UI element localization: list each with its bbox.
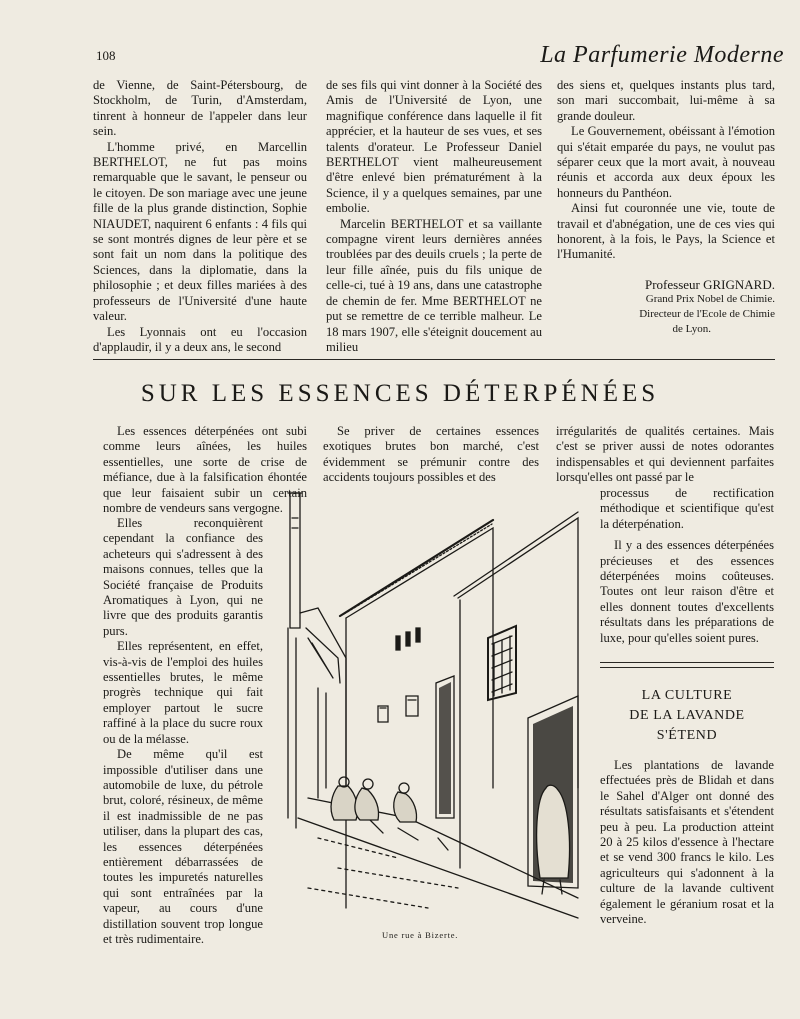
street-illustration [278, 488, 590, 926]
paragraph: processus de rectification méthodique et scientifique qu'est la déterpénation. [600, 486, 774, 531]
article-column-1-top [103, 424, 307, 516]
paragraph: Marcelin BERTHELOT et sa vaillante compagne virent leurs dernières années troublées par des deuils cruels ; la perte de leur fille aînée, puis du fils unique de celle-ci, tué à 19 ans, dans une catastrophe de chemin de fer. Mme BERTHELOT ne put se remettre de ce terrible malheur. Le 18 mars 1907, elle s'éteignit doucement au milieu [326, 216, 542, 354]
paragraph: De même qu'il est impossible d'utiliser dans une automobile de luxe, du pétrole brut, coloré, résineux, de même il est inadmissible de ne pas utiliser, dans la plupart des cas, les essences déterpénées entièrement débarrassées de toutes les impuretés naturelles qui sont entraînées par la vapeur, au cours d'une distillation souvent trop longue et très rudimentaire. [103, 747, 263, 946]
lavender-heading-line-2: DE LA LAVANDE [629, 708, 745, 723]
paragraph: Les plantations de lavande effectuées près de Blidah et dans le Sahel d'Alger ont donné des résultats satisfaisants et s'étendent peu à peu. La production atteint 20 à 25 kilos d'essence à l'hectare et se vend 300 francs le kilo. Les agriculteurs qui s'adonnent à la culture de la lavande cultivent également le géranium rosat et la verveine. [600, 758, 774, 927]
paragraph: Il y a des essences déterpénées précieuses et des essences déterpénées moins coûteuses. Toutes ont leur raison d'être et elles donnent toutes d'excellents résultats dans les préparations de luxe, pour qu'elles soient pures. [600, 538, 774, 645]
paragraph: Ainsi fut couronnée une vie, toute de travail et d'abnégation, une de ces vies qui honorent, à la fois, le Pays, la Science et l'Humanité. [557, 201, 775, 262]
box-divider [600, 662, 774, 668]
page-number: 108 [96, 48, 116, 63]
paragraph: Elles représentent, en effet, vis-à-vis de l'emploi des huiles essentielles brutes, le même progrès technique qui fait employer partout le sucre raffiné à la place du sucre roux ou de la mélasse. [103, 639, 263, 746]
article-column-1-narrow [103, 516, 263, 947]
signature-block [557, 277, 775, 337]
article-column-3-top [556, 424, 774, 486]
lavender-heading-line-1: LA CULTURE [641, 688, 733, 703]
top-column-1 [93, 78, 307, 355]
lavender-heading [600, 686, 774, 746]
paragraph: L'homme privé, en Marcellin BERTHELOT, ne fut pas moins remarquable que le savant, le penseur ou le citoyen. De son mariage avec une jeune fille de la plus grande distinction, Sophie NIAUDET, naquirent 6 enfants : 4 fils qui se sont montrés dignes de leur père et se sont fait un nom dans la politique des Sciences, dans la diplomatie, dans la philosophie ; et deux filles mariées à des professeurs de l'Université d'une haute valeur. [93, 139, 307, 324]
article-title: SUR LES ESSENCES DÉTERPÉNÉES [140, 380, 660, 407]
lavender-text [600, 758, 774, 927]
paragraph: Le Gouvernement, obéissant à l'émotion qui s'était emparée du pays, ne voulut pas séparer ceux que la mort avait, à nouveau réunis et accorda aux deux époux les honneurs du Panthéon. [557, 124, 775, 200]
paragraph: des siens et, quelques instants plus tard, son mari succombait, lui-même à sa grande douleur. [557, 78, 775, 123]
paragraph: Les essences déterpénées ont subi comme leurs aînées, les huiles essentielles, une sorte de crise de méfiance, due à la falsification éhontée que leur faisaient subir un certain nombre de vendeurs sans vergogne. [103, 424, 307, 516]
section-divider [93, 359, 775, 360]
running-title: La Parfumerie Moderne [540, 42, 784, 68]
signature-title-1: Grand Prix Nobel de Chimie. [645, 292, 775, 305]
paragraph: de Vienne, de Saint-Pétersbourg, de Stockholm, de Turin, d'Amsterdam, tinrent à honneur de l'appeler dans leur sein. [93, 78, 307, 139]
signature-title-3: de Lyon. [672, 322, 711, 335]
illustration-caption: Une rue à Bizerte. [382, 930, 459, 940]
paragraph: de ses fils qui vint donner à la Société des Amis de l'Université de Lyon, une magnifique conférence dans laquelle il fit apprécier, et la hauteur de ses vues, et ses talents d'orateur. Le Professeur Daniel BERTHELOT vient malheureusement d'être enlevé bien prématurément à la Science, il y a quelques semaines, par une embolie. [326, 78, 542, 216]
signature-title-2: Directeur de l'Ecole de Chimie [639, 307, 775, 320]
signature-name: Professeur GRIGNARD. [645, 276, 775, 292]
top-column-2 [326, 78, 542, 355]
top-column-3 [557, 78, 775, 337]
paragraph: Elles reconquièrent cependant la confiance des acheteurs qui s'adressent à des maisons connues, telles que la Société française de Produits Aromatiques à Lyon, qui ne livre que des produits garantis purs. [103, 516, 263, 638]
article-column-2 [323, 424, 539, 486]
paragraph: Se priver de certaines essences exotiques brutes bon marché, c'est évidemment se prémunir contre des accidents toujours possibles et des [323, 424, 539, 485]
paragraph: irrégularités de qualités certaines. Mais c'est se priver aussi de notes odorantes indispensables et qui deviennent parfaites lorsqu'elles ont passé par le [556, 424, 774, 485]
paragraph: Les Lyonnais ont eu l'occasion d'applaudir, il y a deux ans, le second [93, 324, 307, 354]
article-column-3-narrow [600, 486, 774, 646]
lavender-heading-line-3: S'ÉTEND [656, 728, 718, 743]
